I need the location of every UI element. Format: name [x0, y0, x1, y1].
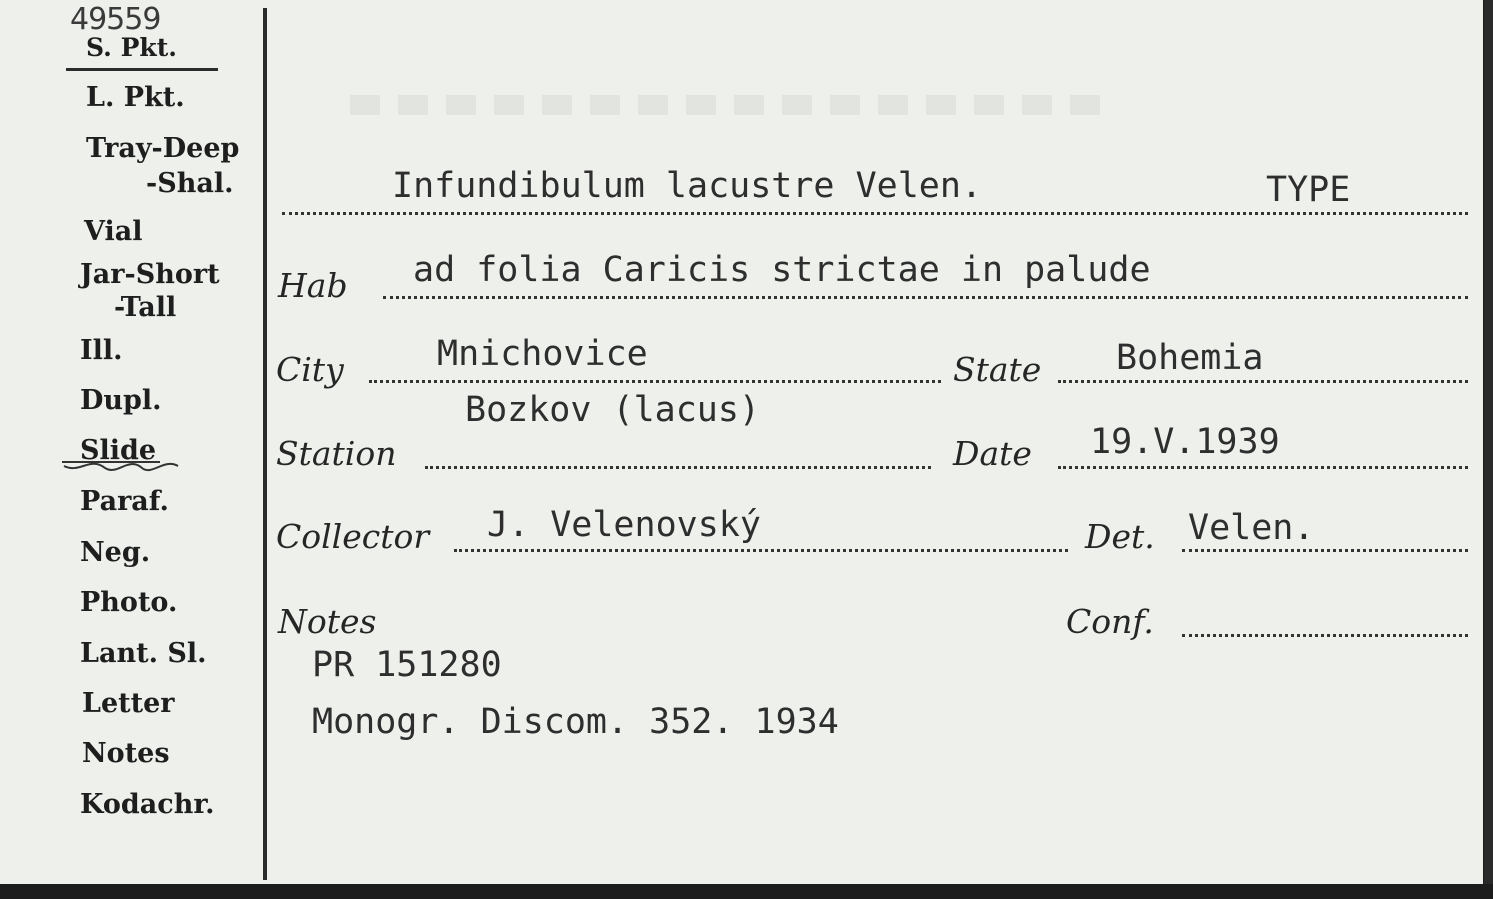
left-item-jar-short: Jar-Short — [80, 259, 220, 290]
left-item-paraf: Paraf. — [80, 486, 169, 517]
scan-edge-right — [1484, 0, 1493, 899]
faint-erased-text — [350, 95, 1110, 115]
left-item-tray-deep: Tray-Deep — [86, 133, 240, 164]
left-item-dupl: Dupl. — [80, 385, 162, 416]
det-value: Velen. — [1188, 508, 1315, 548]
date-label: Date — [953, 434, 1032, 473]
slide-strikethrough-scribble — [60, 452, 180, 476]
note-line-1: PR 151280 — [312, 645, 502, 685]
state-value: Bohemia — [1116, 338, 1264, 378]
hab-dotted-line — [383, 296, 1468, 299]
column-divider — [263, 8, 267, 880]
left-item-tall: -Tall — [114, 292, 177, 323]
det-dotted-line — [1182, 549, 1468, 552]
state-label: State — [953, 350, 1042, 389]
station-dotted-line — [425, 466, 931, 469]
left-item-vial: Vial — [84, 216, 143, 247]
conf-dotted-line — [1182, 634, 1468, 637]
hab-label: Hab — [278, 266, 348, 305]
scan-edge-bottom — [0, 884, 1493, 899]
collector-value: J. Velenovský — [487, 505, 761, 545]
type-mark: TYPE — [1266, 170, 1351, 210]
station-label: Station — [276, 434, 397, 473]
city-dotted-line — [369, 380, 941, 383]
left-item-kodachr: Kodachr. — [80, 789, 215, 820]
left-item-slide: Slide — [80, 435, 157, 466]
hab-value: ad folia Caricis strictae in palude — [413, 250, 1151, 290]
collector-label: Collector — [276, 517, 430, 556]
det-label: Det. — [1085, 517, 1155, 556]
date-value: 19.V.1939 — [1090, 422, 1280, 462]
collector-dotted-line — [454, 549, 1068, 552]
left-item-s-pkt: S. Pkt. — [86, 33, 177, 62]
city-value: Mnichovice — [437, 334, 648, 374]
catalog-number: 49559 — [70, 2, 161, 37]
notes-label: Notes — [278, 602, 377, 641]
name-dotted-line — [282, 212, 1468, 215]
station-value: Bozkov (lacus) — [465, 390, 761, 430]
state-dotted-line — [1058, 380, 1468, 383]
conf-label: Conf. — [1066, 602, 1154, 641]
note-line-2: Monogr. Discom. 352. 1934 — [312, 702, 839, 742]
left-item-shal: -Shal. — [146, 168, 234, 199]
left-item-notes: Notes — [82, 738, 170, 769]
left-item-photo: Photo. — [80, 587, 178, 618]
left-item-ill: Ill. — [80, 335, 123, 366]
city-label: City — [276, 350, 344, 389]
left-item-l-pkt: L. Pkt. — [86, 82, 185, 113]
s-pkt-underline — [66, 68, 218, 71]
left-item-letter: Letter — [82, 688, 175, 719]
date-dotted-line — [1058, 466, 1468, 469]
species-name: Infundibulum lacustre Velen. — [392, 166, 983, 206]
left-item-lant-sl: Lant. Sl. — [80, 638, 207, 669]
left-item-neg: Neg. — [80, 537, 151, 568]
